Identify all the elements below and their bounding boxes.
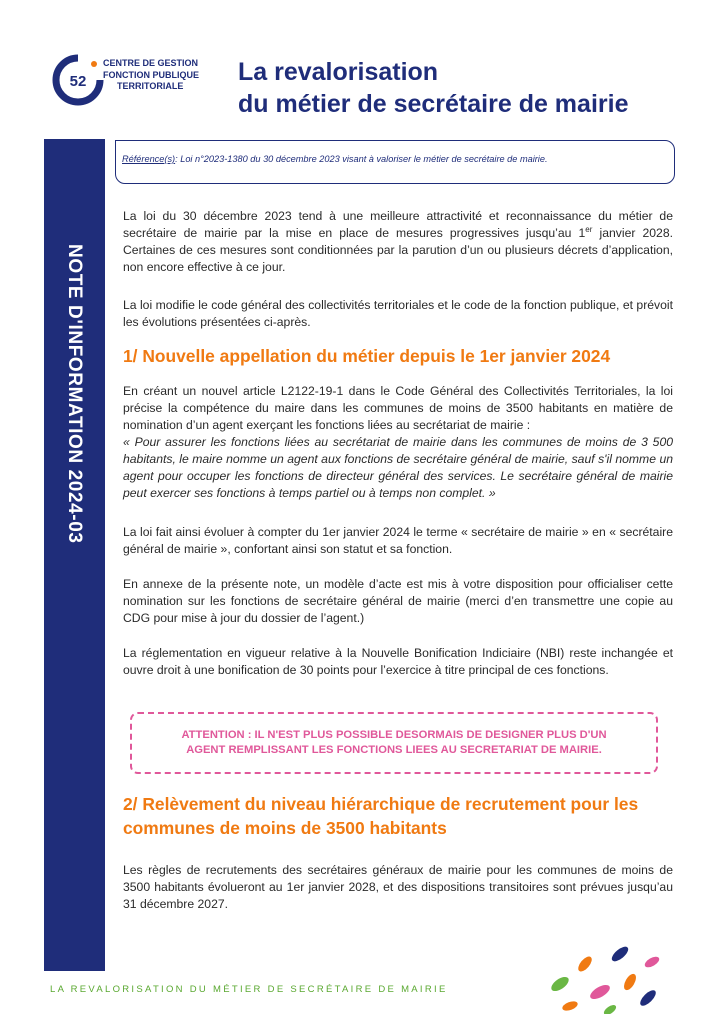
section-1-paragraph-2: La loi fait ainsi évoluer à compter du 1er janvier 2024 le terme « secrétaire de mairie » en « secrétaire général de mairie », confortant ainsi son statut et sa fonction. xyxy=(123,525,673,556)
intro-paragraph-2: La loi modifie le code général des collectivités territoriales et le code de la fonction publique, et prévoit les évolutions présentées ci-après. xyxy=(123,298,673,329)
section-1-paragraph-3: En annexe de la présente note, un modèle d’acte est mis à votre disposition pour officialiser cette nomination sur les fonctions de secrétaire général de mairie (merci d’en transmettre une copie au CDG pour mise à jour du dossier de l’agent.) xyxy=(123,577,673,625)
decorative-leaves-icon xyxy=(540,934,670,1014)
intro-p1-a: La loi du 30 décembre 2023 tend à une meilleure attractivité et reconnaissance du métier de secrétaire de mairie par la mise en place de mesures progressives jusqu’au 1 xyxy=(123,209,673,240)
section-2-heading: 2/ Relèvement du niveau hiérarchique de recrutement pour les communes de moins de 3500 habitants xyxy=(123,794,639,838)
section-2-paragraph-1: Les règles de recrutements des secrétaires généraux de mairie pour les communes de moins de 3500 habitants évolueront au 1er janvier 2028, et des dispositions transitoires sont prévues jusqu’au 31 décembre 2027. xyxy=(123,863,673,911)
cdg-logo-icon xyxy=(52,54,104,106)
org-line-1: CENTRE DE GESTION xyxy=(103,58,199,68)
org-line-2: FONCTION PUBLIQUE xyxy=(103,69,199,80)
page-title xyxy=(238,56,628,120)
intro-p1-sup: er xyxy=(585,224,593,234)
title-line-2: du métier de secrétaire de mairie xyxy=(238,90,629,118)
attention-box xyxy=(130,712,658,774)
section-1-heading: 1/ Nouvelle appellation du métier depuis le 1er janvier 2024 xyxy=(123,346,611,366)
attention-text xyxy=(132,728,656,758)
side-label-wrap xyxy=(52,244,96,604)
attention-line-1: ATTENTION : IL N'EST PLUS POSSIBLE DESORMAIS DE DESIGNER PLUS D'UN xyxy=(181,729,607,741)
reference-line xyxy=(122,154,548,164)
org-name xyxy=(103,58,199,93)
reference-box xyxy=(115,140,675,184)
reference-label: Référence(s) xyxy=(122,154,176,164)
logo-number: 52 xyxy=(69,73,87,90)
section-1-quote: « Pour assurer les fonctions liées au secrétariat de mairie dans les communes de moins de 3 500 habitants, le maire nomme un agent aux fonctions de secrétaire général de mairie, sauf s'il nomme un agent pour occuper les fonctions de directeur général des services. Le secrétaire général de mairie peut exercer ses fonctions à temps partiel ou à temps non complet. » xyxy=(123,435,673,500)
intro-paragraph-1 xyxy=(123,208,673,276)
footer-title: LA REVALORISATION DU MÉTIER DE SECRÉTAIRE DE MAIRIE xyxy=(50,984,448,995)
title-line-1: La revalorisation xyxy=(238,58,439,86)
org-line-3: TERRITORIALE xyxy=(117,81,184,91)
section-1-paragraph-4: La réglementation en vigueur relative à la Nouvelle Bonification Indiciaire (NBI) reste inchangée et ouvre droit à une bonification de 30 points pour l’exercice à titre principal de ces fonctions. xyxy=(123,646,673,677)
reference-text: : Loi n°2023-1380 du 30 décembre 2023 visant à valoriser le métier de secrétaire de mairie. xyxy=(175,154,548,164)
attention-line-2: AGENT REMPLISSANT LES FONCTIONS LIEES AU SECRETARIAT DE MAIRIE. xyxy=(186,744,602,756)
intro-p1-b: janvier 2028. Certaines de ces mesures sont conditionnées par la parution d’un ou plusieurs décrets d’application, non encore effective à ce jour. xyxy=(123,226,673,274)
section-1-paragraph-1: En créant un nouvel article L2122-19-1 dans le Code Général des Collectivités Territoriales, la loi précise la compétence du maire dans les communes de moins de 3500 habitants en matière de nomination d’un agent exerçant les fonctions liées au secrétariat de mairie : xyxy=(123,384,673,432)
side-label: NOTE D'INFORMATION 2024-03 xyxy=(64,244,85,544)
